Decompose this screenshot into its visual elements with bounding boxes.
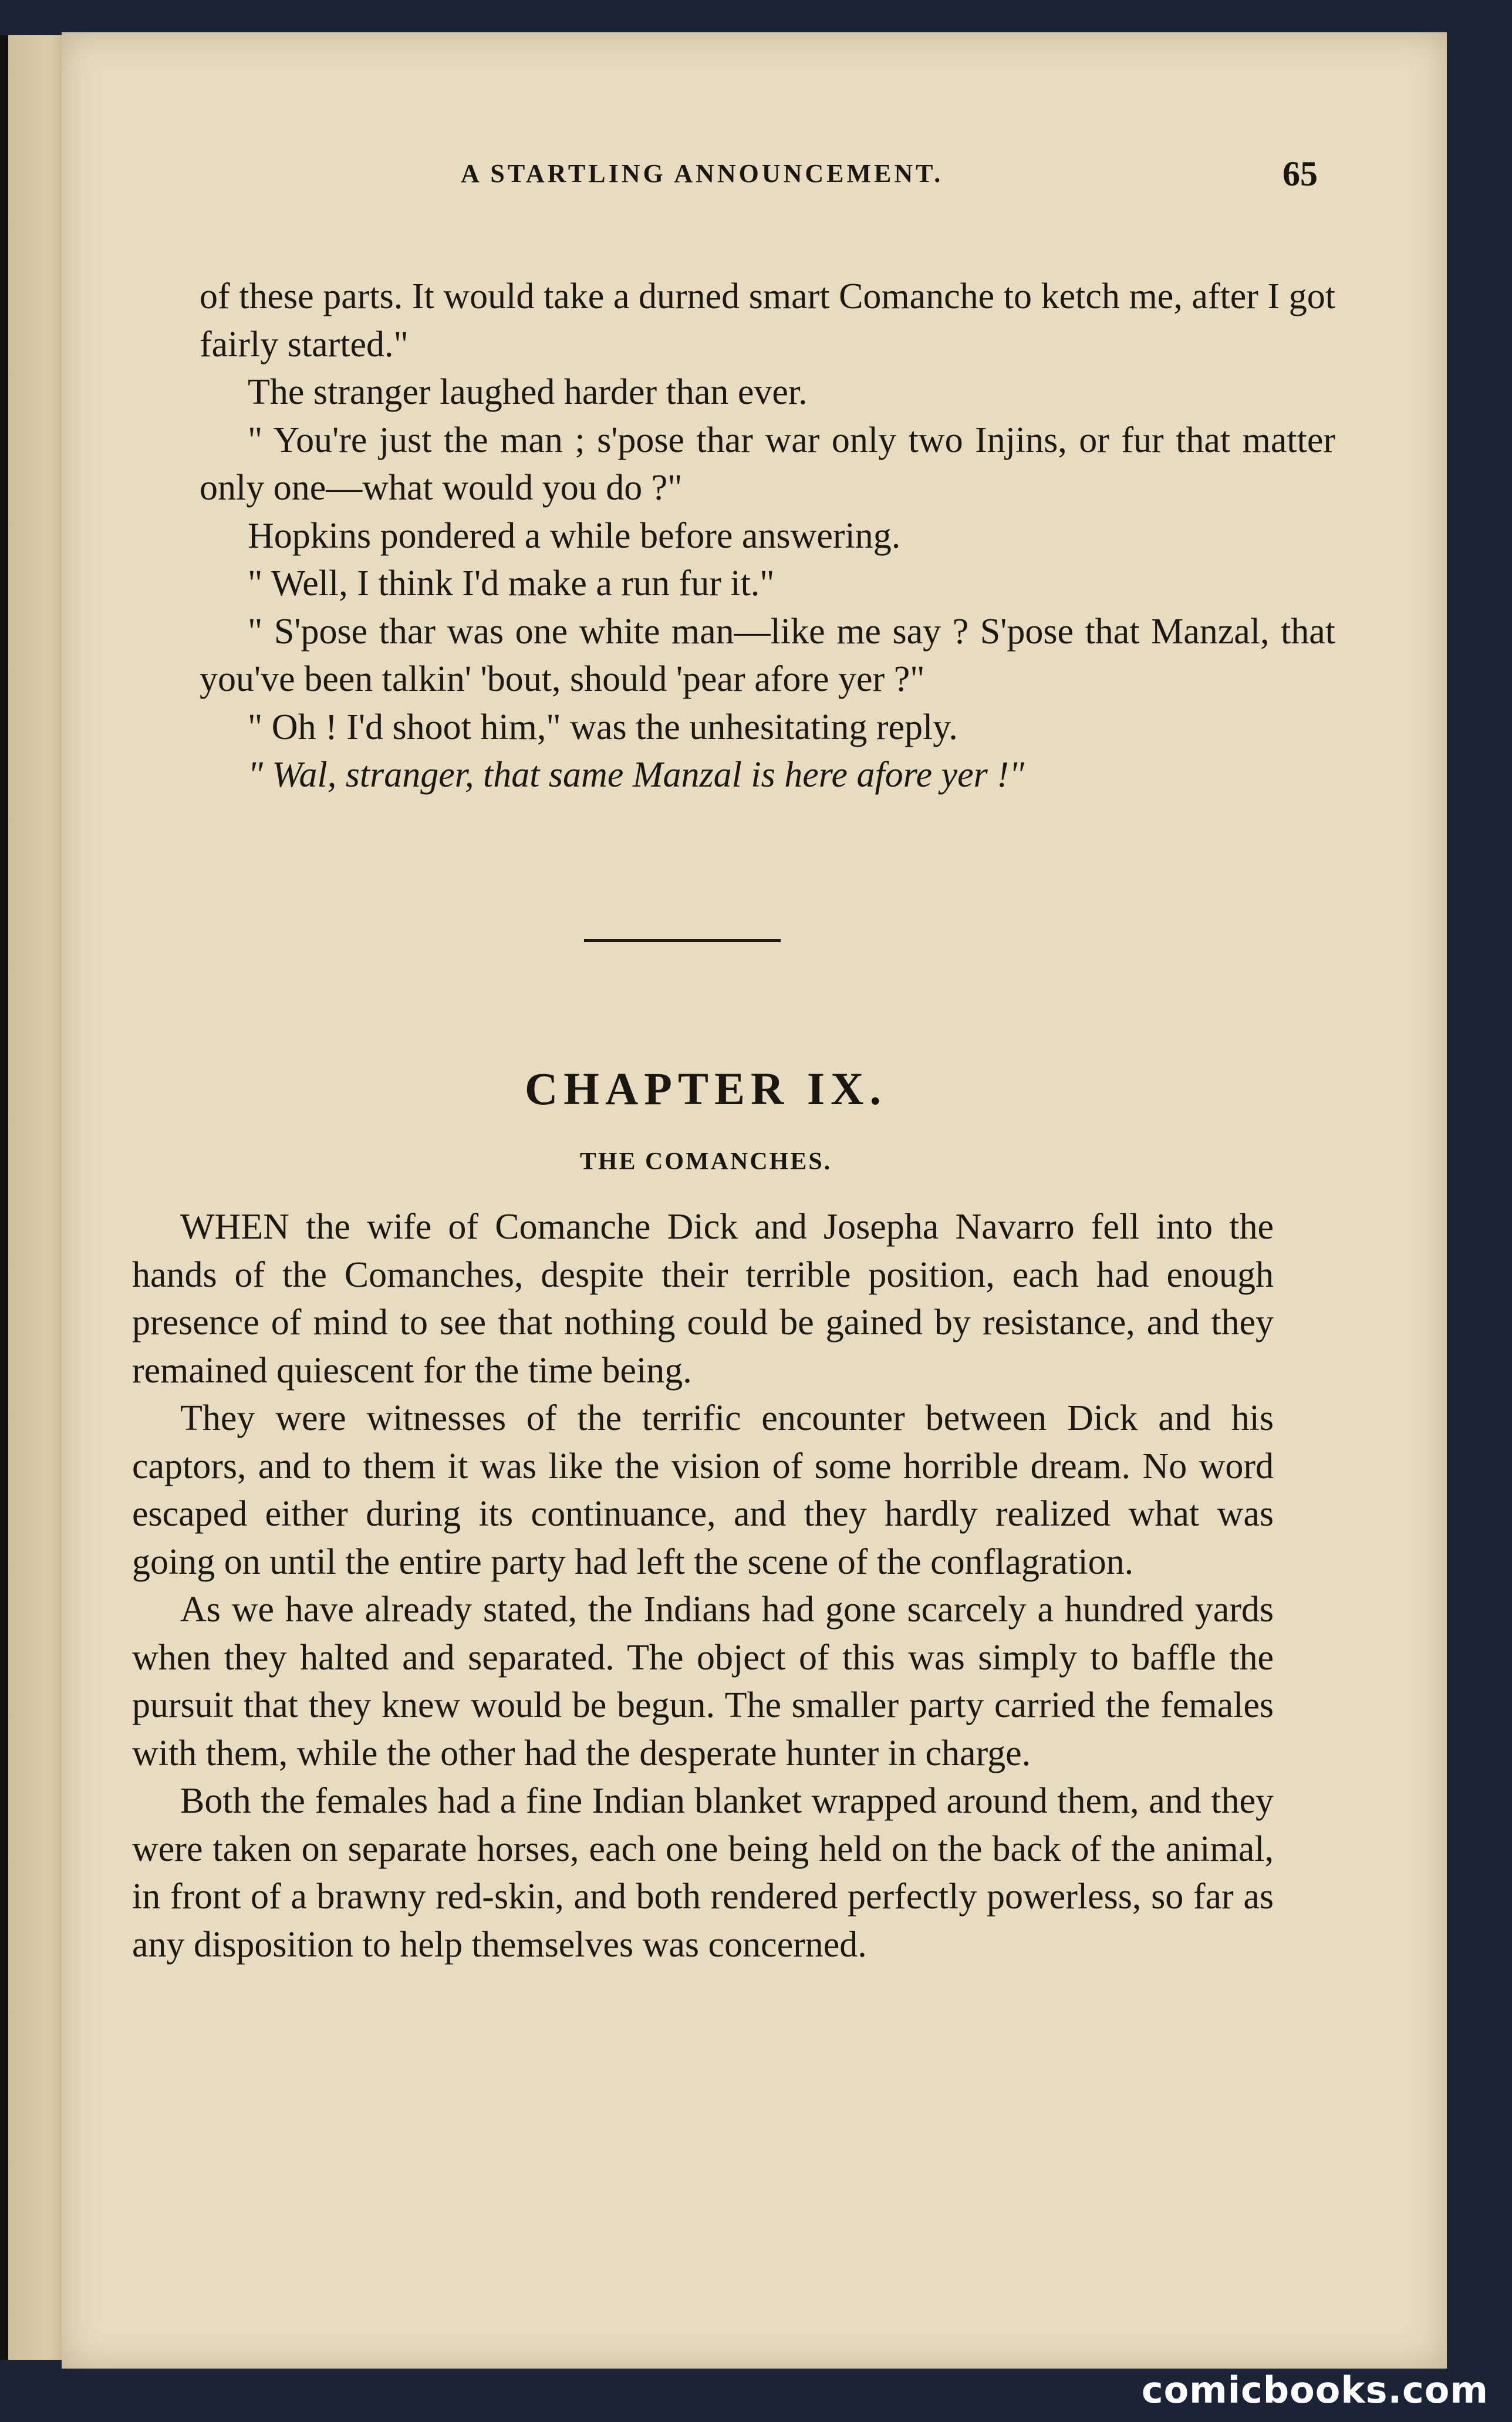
page-number: 65 — [1283, 154, 1318, 193]
section-divider — [584, 939, 781, 942]
paragraph: of these parts. It would take a durned smart Comanche to ketch me, after I got fairly started." — [200, 276, 1335, 365]
paragraph: " S'pose thar was one white man—like me say ? S'pose that Manzal, that you've been talkin' 'bout, should 'pear afore yer ?" — [200, 611, 1335, 699]
watermark: comicbooks.com — [1141, 2369, 1489, 2411]
section-text-top — [200, 273, 1335, 800]
paragraph: " You're just the man ; s'pose thar war only two Injins, or fur that matter only one—what would you do ?" — [200, 420, 1335, 508]
chapter-title: CHAPTER IX. — [524, 1063, 887, 1114]
paragraph: The stranger laughed harder than ever. — [248, 372, 808, 412]
paragraph: As we have already stated, the Indians had gone scarcely a hundred yards when they halted and separated. The object of this was simply to baffle the pursuit that they knew would be begun. The smaller party carried the females with them, while the other had the desperate hunter in charge. — [132, 1590, 1274, 1773]
paragraph: They were witnesses of the terrific encounter between Dick and his captors, and to them it was like the vision of some horrible dream. No word escaped either during its continuance, and they hardly realized what was going on until the entire party had left the scene of the conflagration. — [132, 1398, 1274, 1582]
paragraph: Both the females had a fine Indian blanket wrapped around them, and they were taken on separate horses, each one being held on the back of the animal, in front of a brawny red-skin, and both rendered perfectly powerless, so far as any disposition to help themselves was concerned. — [132, 1781, 1274, 1965]
running-header-title: A STARTLING ANNOUNCEMENT. — [461, 159, 944, 188]
paragraph: Hopkins pondered a while before answering. — [248, 515, 901, 556]
paragraph: " Well, I think I'd make a run fur it." — [248, 564, 775, 603]
chapter-body — [132, 1203, 1274, 1969]
paragraph-italic: " Wal, stranger, that same Manzal is here afore yer !" — [248, 755, 1024, 795]
paragraph: WHEN the wife of Comanche Dick and Josepha Navarro fell into the hands of the Comanches, despite their terrible position, each had enough presence of mind to see that nothing could be gained by resistance, and they remained quiescent for the time being. — [132, 1207, 1274, 1391]
paragraph: " Oh ! I'd shoot him," was the unhesitating reply. — [248, 707, 958, 747]
book-page — [62, 32, 1447, 2369]
running-header — [426, 154, 1318, 205]
chapter-subtitle: THE COMANCHES. — [579, 1148, 832, 1175]
